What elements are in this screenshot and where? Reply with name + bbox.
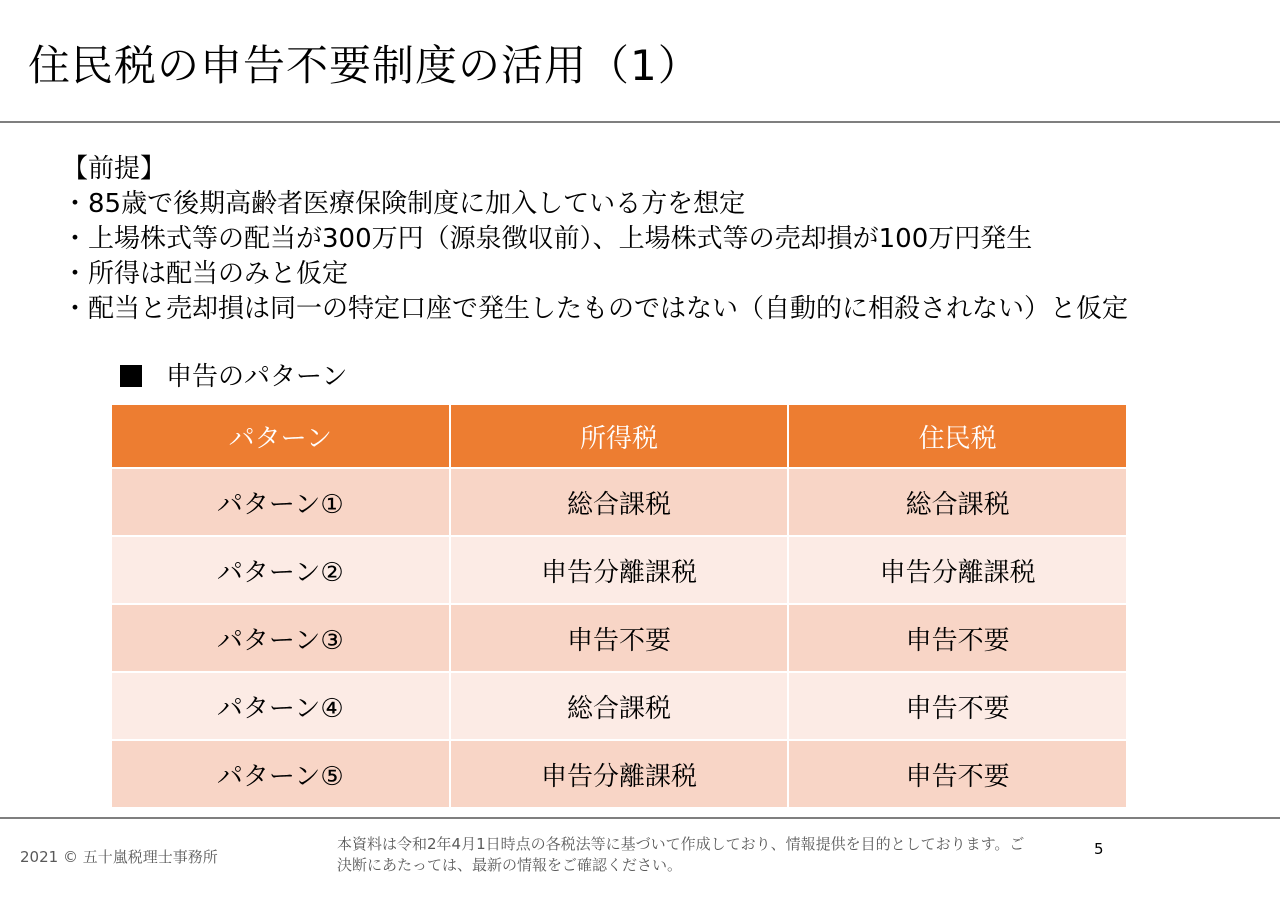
pattern-cell: パターン⑤ — [111, 740, 450, 808]
income-tax-cell: 申告不要 — [450, 604, 789, 672]
column-header-income-tax: 所得税 — [450, 404, 789, 468]
premise-bullet: ・所得は配当のみと仮定 — [62, 259, 349, 289]
premise-bullet: ・配当と売却損は同一の特定口座で発生したものではない（自動的に相殺されない）と仮定 — [62, 294, 1129, 324]
pattern-cell: パターン③ — [111, 604, 450, 672]
pattern-table — [110, 403, 1128, 809]
square-bullet-icon — [120, 365, 142, 387]
resident-tax-cell: 申告不要 — [788, 604, 1127, 672]
slide-title: 住民税の申告不要制度の活用（1） — [28, 41, 701, 90]
section-heading-label: 申告のパターン — [166, 362, 348, 392]
title-divider — [0, 121, 1280, 123]
pattern-cell: パターン④ — [111, 672, 450, 740]
premise-bullet: ・上場株式等の配当が300万円（源泉徴収前）、上場株式等の売却損が100万円発生 — [62, 224, 1033, 254]
table-row — [111, 468, 1127, 536]
section-heading — [120, 358, 347, 396]
table-row — [111, 604, 1127, 672]
pattern-cell: パターン① — [111, 468, 450, 536]
table-row — [111, 740, 1127, 808]
table-row — [111, 536, 1127, 604]
pattern-cell: パターン② — [111, 536, 450, 604]
column-header-pattern: パターン — [111, 404, 450, 468]
column-header-resident-tax: 住民税 — [788, 404, 1127, 468]
income-tax-cell: 申告分離課税 — [450, 536, 789, 604]
premise-bullet: ・85歳で後期高齢者医療保険制度に加入している方を想定 — [62, 189, 746, 219]
resident-tax-cell: 総合課税 — [788, 468, 1127, 536]
footer-copyright: 2021 © 五十嵐税理士事務所 — [20, 848, 218, 866]
table-row — [111, 672, 1127, 740]
income-tax-cell: 申告分離課税 — [450, 740, 789, 808]
page-number: 5 — [1094, 840, 1104, 858]
resident-tax-cell: 申告分離課税 — [788, 536, 1127, 604]
resident-tax-cell: 申告不要 — [788, 672, 1127, 740]
income-tax-cell: 総合課税 — [450, 672, 789, 740]
table-header-row — [111, 404, 1127, 468]
resident-tax-cell: 申告不要 — [788, 740, 1127, 808]
premise-block — [62, 152, 1128, 327]
footer-divider — [0, 817, 1280, 819]
income-tax-cell: 総合課税 — [450, 468, 789, 536]
footer-disclaimer: 本資料は令和2年4月1日時点の各税法等に基づいて作成しており、情報提供を目的としております。ご決断にあたっては、最新の情報をご確認ください。 — [337, 835, 1025, 874]
premise-heading: 【前提】 — [62, 154, 167, 184]
